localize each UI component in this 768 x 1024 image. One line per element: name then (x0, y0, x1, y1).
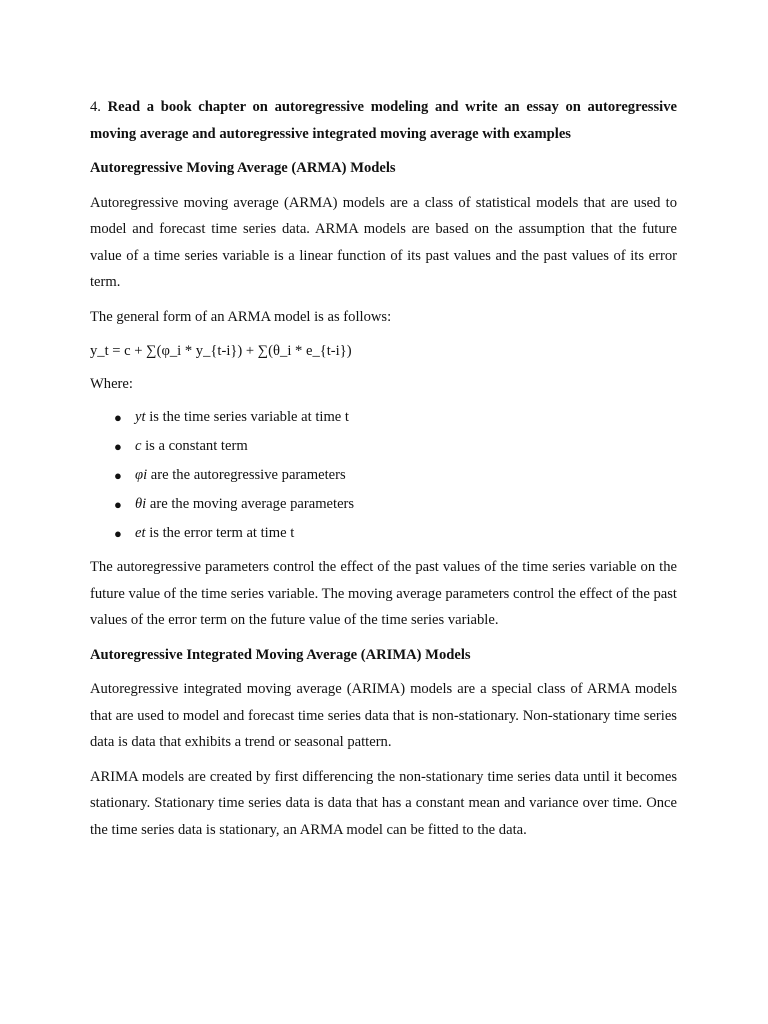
term-symbol: c (135, 438, 142, 454)
term-description: is the error term at time t (145, 525, 295, 541)
term-description: is a constant term (141, 438, 248, 454)
term-description: are the moving average parameters (146, 496, 355, 512)
document-page (90, 94, 677, 851)
where-label: Where: (90, 375, 133, 392)
arma-formula: y_t = c + ∑(φ_i * y_{t-i}) + ∑(θ_i * e_{t-i}) (90, 343, 352, 359)
term-symbol: yt (135, 409, 146, 425)
question-number: 4. (90, 99, 101, 115)
arma-intro-paragraph: Autoregressive moving average (ARMA) models are a class of statistical models that are used to model and forecast time series data. ARMA models are based on the assumption that the future value of a time series variable is a linear function of its past values and the past values of its error term. (90, 194, 677, 290)
parameters-paragraph: The autoregressive parameters control the effect of the past values of the time series variable on the future value of the time series variable. The moving average parameters control the effect of the past values of the error term on the future value of the time series variable. (90, 559, 677, 628)
question-text: Read a book chapter on autoregressive modeling and write an essay on autoregressive moving average and autoregressive integrated moving average with examples (90, 99, 677, 142)
arma-heading: Autoregressive Moving Average (ARMA) Models (90, 160, 396, 176)
general-form-text: The general form of an ARMA model is as follows: (90, 308, 392, 325)
arima-creation-paragraph: ARIMA models are created by first differencing the non-stationary time series data until it becomes stationary. Stationary time series data is data that has a constant mean and variance over time. Once the time series data is stationary, an ARMA model can be fitted to the data. (90, 768, 677, 838)
term-symbol: θi (135, 496, 147, 512)
bullet-icon: ● (114, 526, 122, 541)
question-prompt (90, 94, 677, 147)
arima-intro-paragraph: Autoregressive integrated moving average (ARIMA) models are a special class of ARMA models that are used to model and forecast time series data that is non-stationary. Non-stationary time series data is data that exhibits a trend or seasonal pattern. (90, 681, 677, 750)
list-item (90, 490, 677, 519)
arima-heading: Autoregressive Integrated Moving Average (ARIMA) Models (90, 646, 471, 663)
term-definitions-list (90, 403, 677, 548)
list-item (90, 432, 677, 461)
list-item (90, 461, 677, 490)
term-description: are the autoregressive parameters (147, 467, 346, 483)
bullet-icon: ● (114, 439, 122, 454)
list-item (90, 519, 677, 548)
bullet-icon: ● (114, 497, 122, 512)
term-symbol: et (135, 525, 146, 541)
bullet-icon: ● (114, 410, 122, 425)
bullet-icon: ● (114, 468, 122, 483)
term-symbol: φi (135, 467, 148, 483)
term-description: is the time series variable at time t (145, 409, 349, 425)
list-item (90, 403, 677, 432)
